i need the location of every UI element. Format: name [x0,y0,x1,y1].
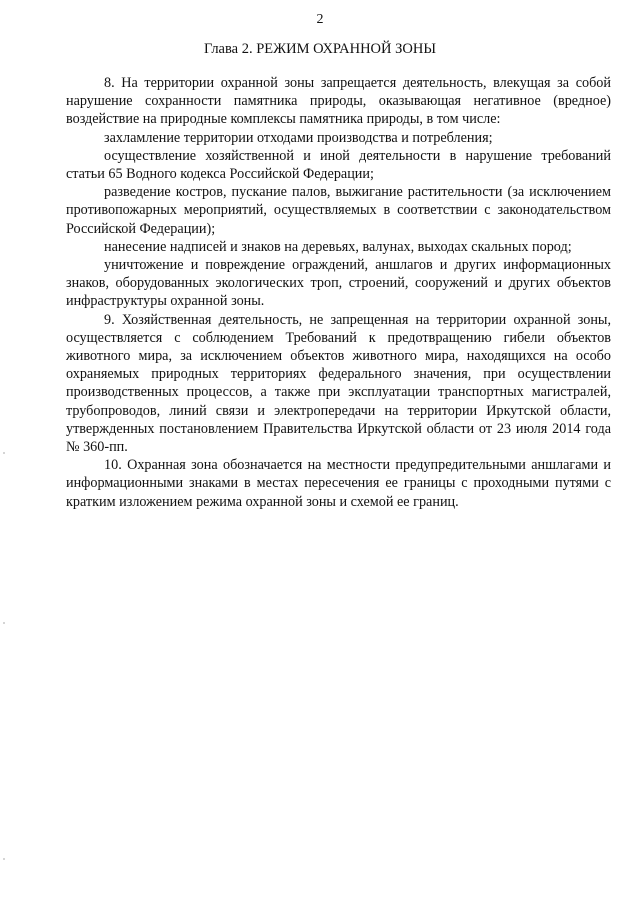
scan-mark [3,622,5,624]
list-item-waste: захламление территории отходами производства и потребления; [104,129,493,146]
paragraph-8: 8. На территории охранной зоны запрещается деятельность, влекущая за собой нарушение сохранности памятника природы, оказывающая негативное (вредное) воздействие на природные комплексы памятника природы, в том числе: [66,75,611,128]
page-number: 2 [316,12,324,27]
paragraph-9: 9. Хозяйственная деятельность, не запрещенная на территории охранной зоны, осуществляется с соблюдением Требований к предотвращению гибели объектов животного мира, за исключением объектов животного мира, находящихся на особо охраняемых природных территориях федерального значения, при осуществлении производственных процессов, а также при эксплуатации транспортных магистралей, трубопроводов, линий связи и электропередачи на территории Иркутской области, утвержденных постановлением Правительства Иркутской области от 23 июля 2014 года № 360-пп. [66,311,611,456]
chapter-title: Глава 2. РЕЖИМ ОХРАННОЙ ЗОНЫ [204,41,436,57]
list-item-water-code: осуществление хозяйственной и иной деятельности в нарушение требований статьи 65 Водного кодекса Российской Федерации; [66,147,611,183]
list-item-inscriptions: нанесение надписей и знаков на деревьях, валунах, выходах скальных пород; [104,238,572,255]
document-body [66,74,611,511]
scan-mark [3,452,5,454]
scan-mark [3,858,5,860]
list-item-destruction: уничтожение и повреждение ограждений, аншлагов и других информационных знаков, оборудованных экологических троп, строений, сооружений и других объектов инфраструктуры охранной зоны. [66,257,611,310]
list-item-fires: разведение костров, пускание палов, выжигание растительности (за исключением противопожарных мероприятий, осуществляемых в соответствии с законодательством Российской Федерации); [66,184,611,237]
paragraph-10: 10. Охранная зона обозначается на местности предупредительными аншлагами и информационными знаками в местах пересечения ее границы с проходными путями с кратким изложением режима охранной зоны и схемой ее границ. [66,457,611,510]
